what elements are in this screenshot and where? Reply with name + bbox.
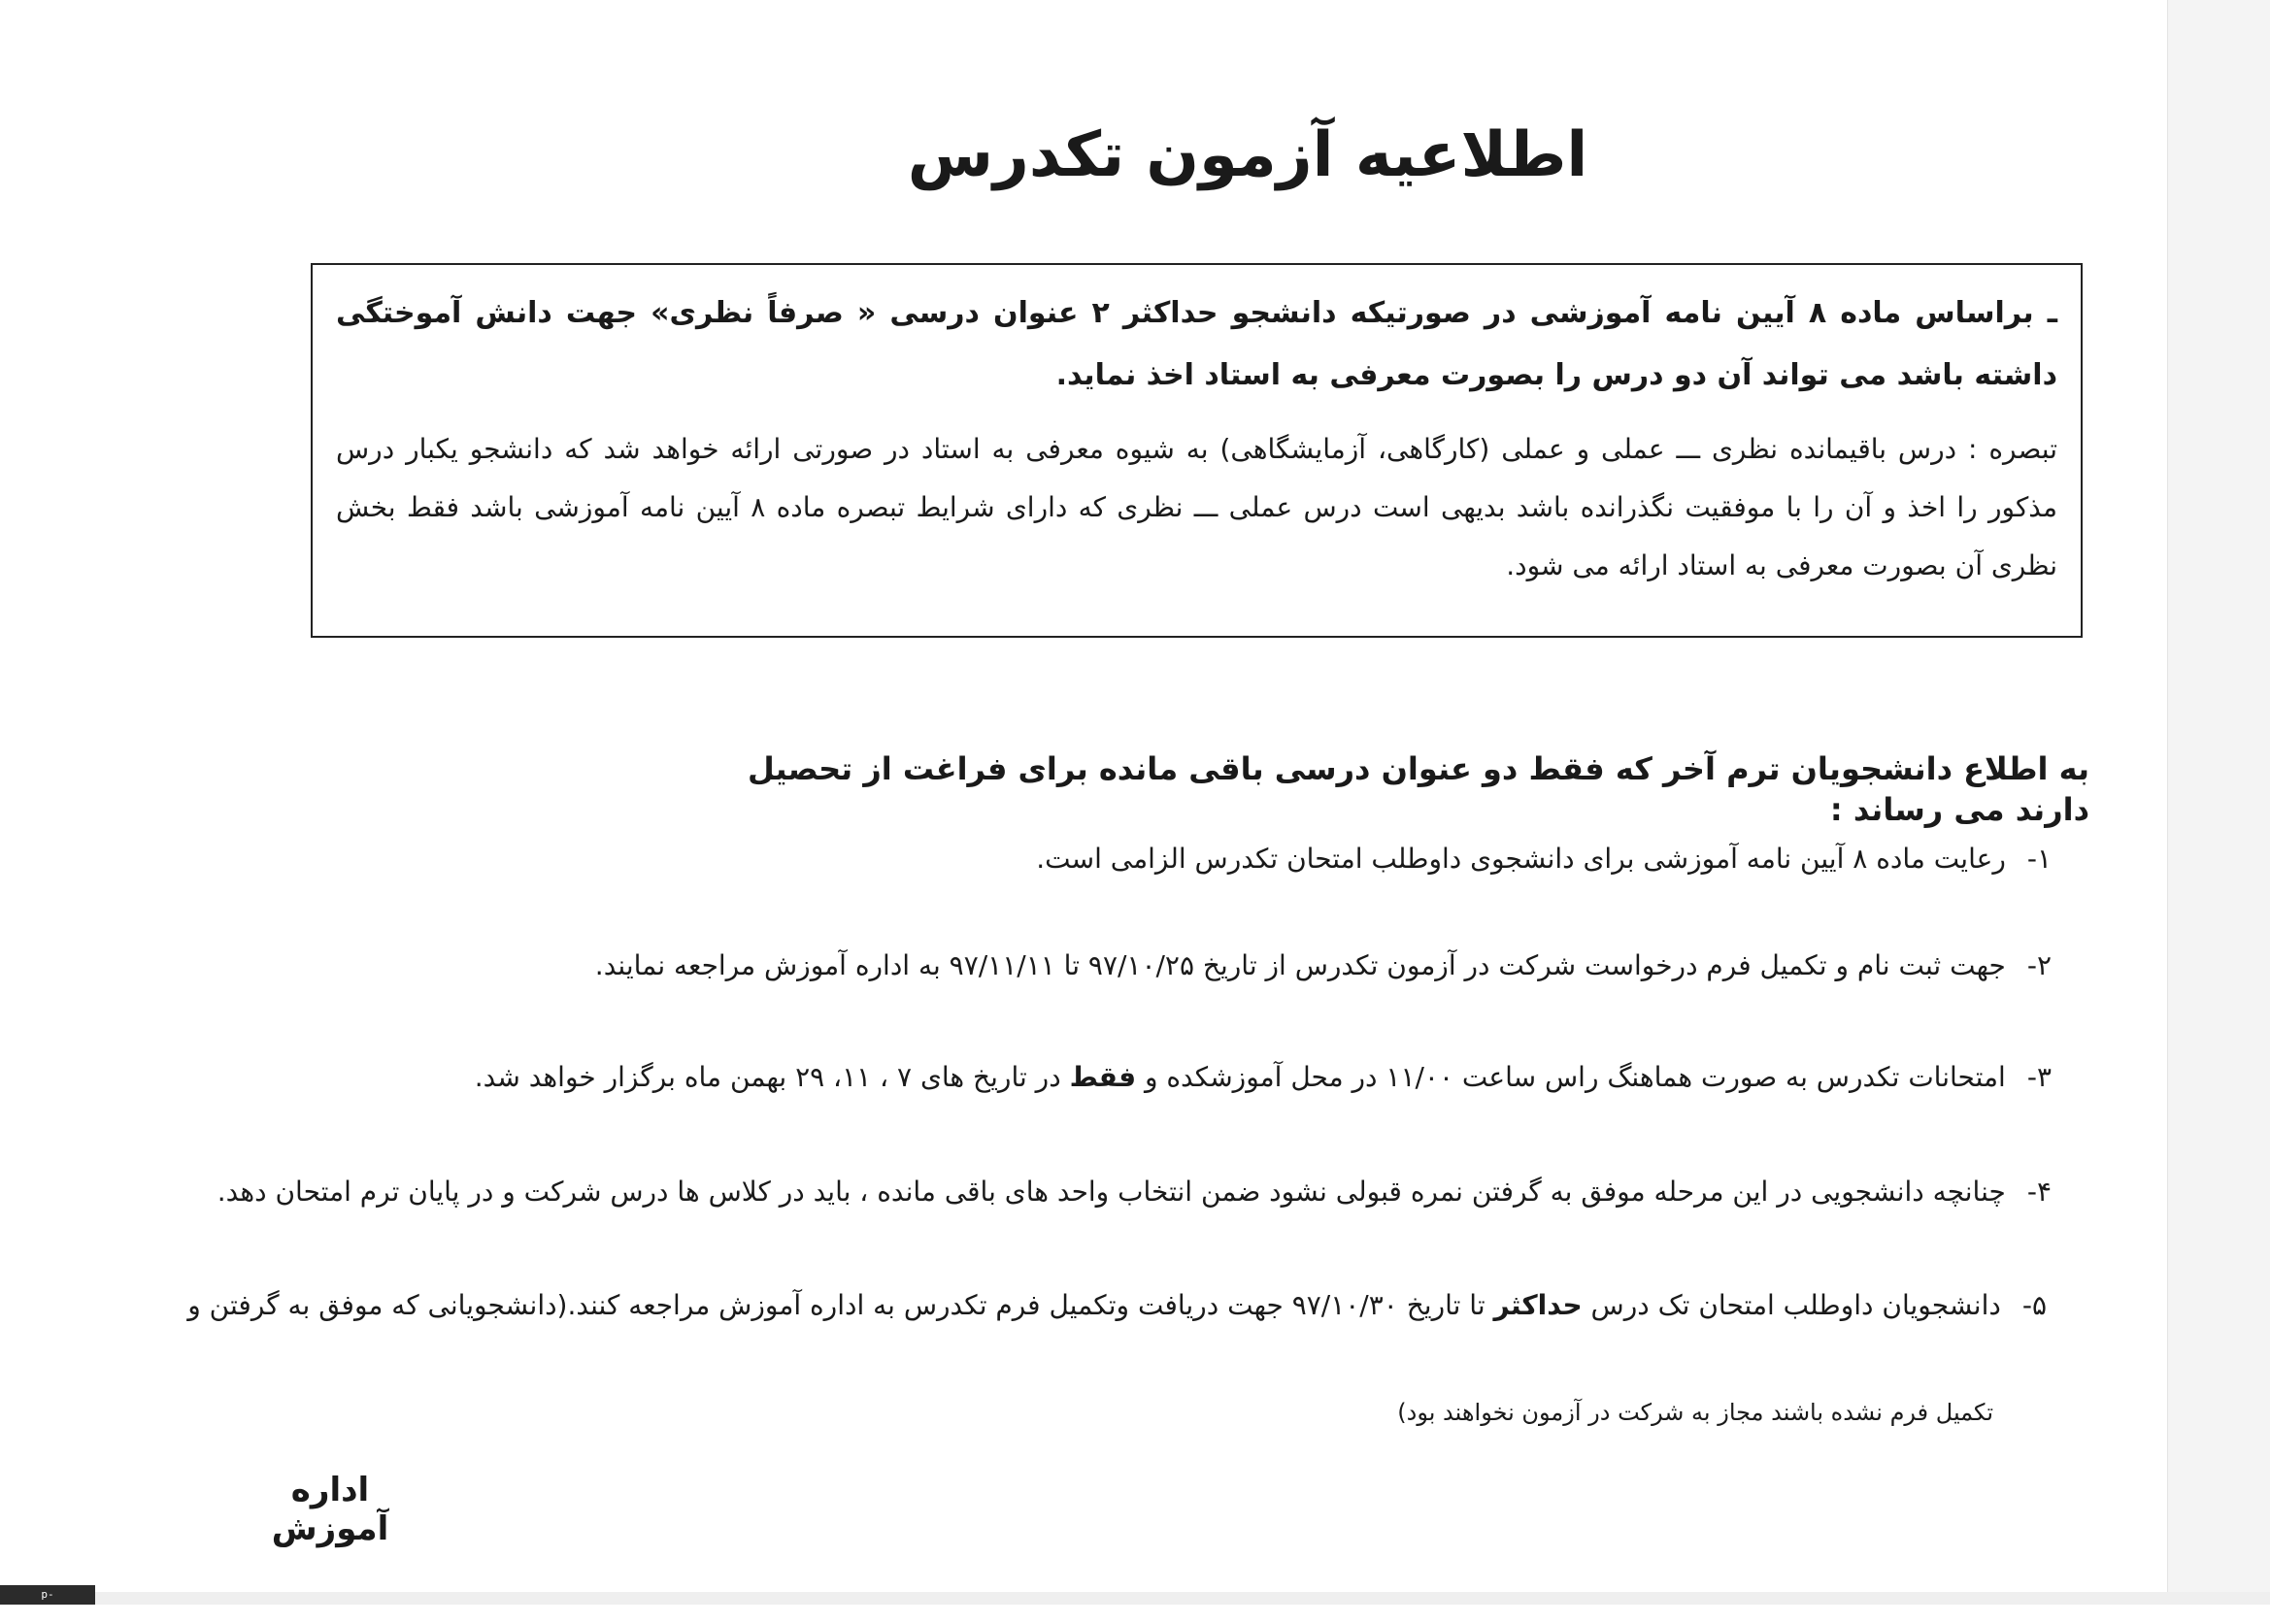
list-item-3	[475, 1060, 2052, 1095]
intro-heading: به اطلاع دانشجویان ترم آخر که فقط دو عنوان درسی باقی مانده برای فراغت از تحصیل دارند می رساند :	[747, 750, 2089, 828]
list-item-2	[595, 948, 2052, 983]
notice-main-text: ـ براساس ماده ۸ آیین نامه آموزشی در صورتیکه دانشجو حداکثر ۲ عنوان درسی « صرفاً نظری» جهت دانش آموختگی داشته باشد می تواند آن دو درس را بصورت معرفی به استاد اخذ نماید.	[336, 296, 2058, 392]
paper-edge	[2167, 0, 2270, 1605]
list-item-4	[217, 1175, 2052, 1210]
notice-box	[311, 263, 2083, 638]
list-item-emphasis: فقط	[1069, 1061, 1137, 1093]
list-item-5-continuation: تکمیل فرم نشده باشند مجاز به شرکت در آزمون نخواهند بود)	[1397, 1399, 1993, 1426]
notice-note-text: تبصره : درس باقیمانده نظری ـــ عملی و عملی (کارگاهی، آزمایشگاهی) به شیوه معرفی به استاد در صورتی ارائه خواهد شد که دانشجو یکبار درس مذکور را اخذ و آن را با موفقیت نگذرانده باشد بدیهی است درس عملی ـــ نظری که دارای شرایط تبصره ماده ۸ آیین نامه آموزشی باشد فقط بخش نظری آن بصورت معرفی به استاد ارائه می شود.	[336, 433, 2057, 581]
list-item-text-after: تا تاریخ ۹۷/۱۰/۳۰ جهت دریافت وتکمیل فرم تکدرس به اداره آموزش مراجعه کنند.(دانشجویانی که موفق به گرفتن و	[187, 1289, 1486, 1321]
list-item-text-before: امتحانات تکدرس به صورت هماهنگ راس ساعت ۱۱/۰۰ در محل آموزشکده و	[1144, 1061, 2006, 1093]
watermark-url: p-sarab.tvu.ac.ir	[0, 1585, 95, 1605]
list-item-text: چنانچه دانشجویی در این مرحله موفق به گرفتن نمره قبولی نشود ضمن انتخاب واحد های باقی مانده ، باید در کلاس ها درس شرکت و در پایان ترم امتحان دهد.	[217, 1176, 2006, 1208]
list-item-text: جهت ثبت نام و تکمیل فرم درخواست شرکت در آزمون تکدرس از تاریخ ۹۷/۱۰/۲۵ تا ۹۷/۱۱/۱۱ به اداره آموزش مراجعه نمایند.	[594, 949, 2006, 981]
list-item-emphasis: حداکثر	[1493, 1289, 1583, 1321]
list-item-5	[187, 1288, 2047, 1323]
list-item-number: ۲-	[2026, 949, 2052, 981]
signature: اداره آموزش	[271, 1471, 389, 1548]
bottom-edge	[0, 1592, 2270, 1605]
list-item-text: رعایت ماده ۸ آیین نامه آموزشی برای دانشجوی داوطلب امتحان تکدرس الزامی است.	[1036, 843, 2006, 875]
list-item-text-before: دانشجویان داوطلب امتحان تک درس	[1590, 1289, 2001, 1321]
list-item-number: ۱-	[2026, 843, 2052, 875]
document-title: اطلاعیه آزمون تکدرس	[907, 119, 1588, 191]
list-item-number: ۵-	[2021, 1289, 2047, 1321]
list-item-text-after: در تاریخ های ۷ ، ۱۱، ۲۹ بهمن ماه برگزار خواهد شد.	[474, 1061, 1061, 1093]
list-item-number: ۳-	[2026, 1061, 2052, 1093]
list-item-1	[1036, 842, 2052, 877]
list-item-number: ۴-	[2026, 1176, 2052, 1208]
